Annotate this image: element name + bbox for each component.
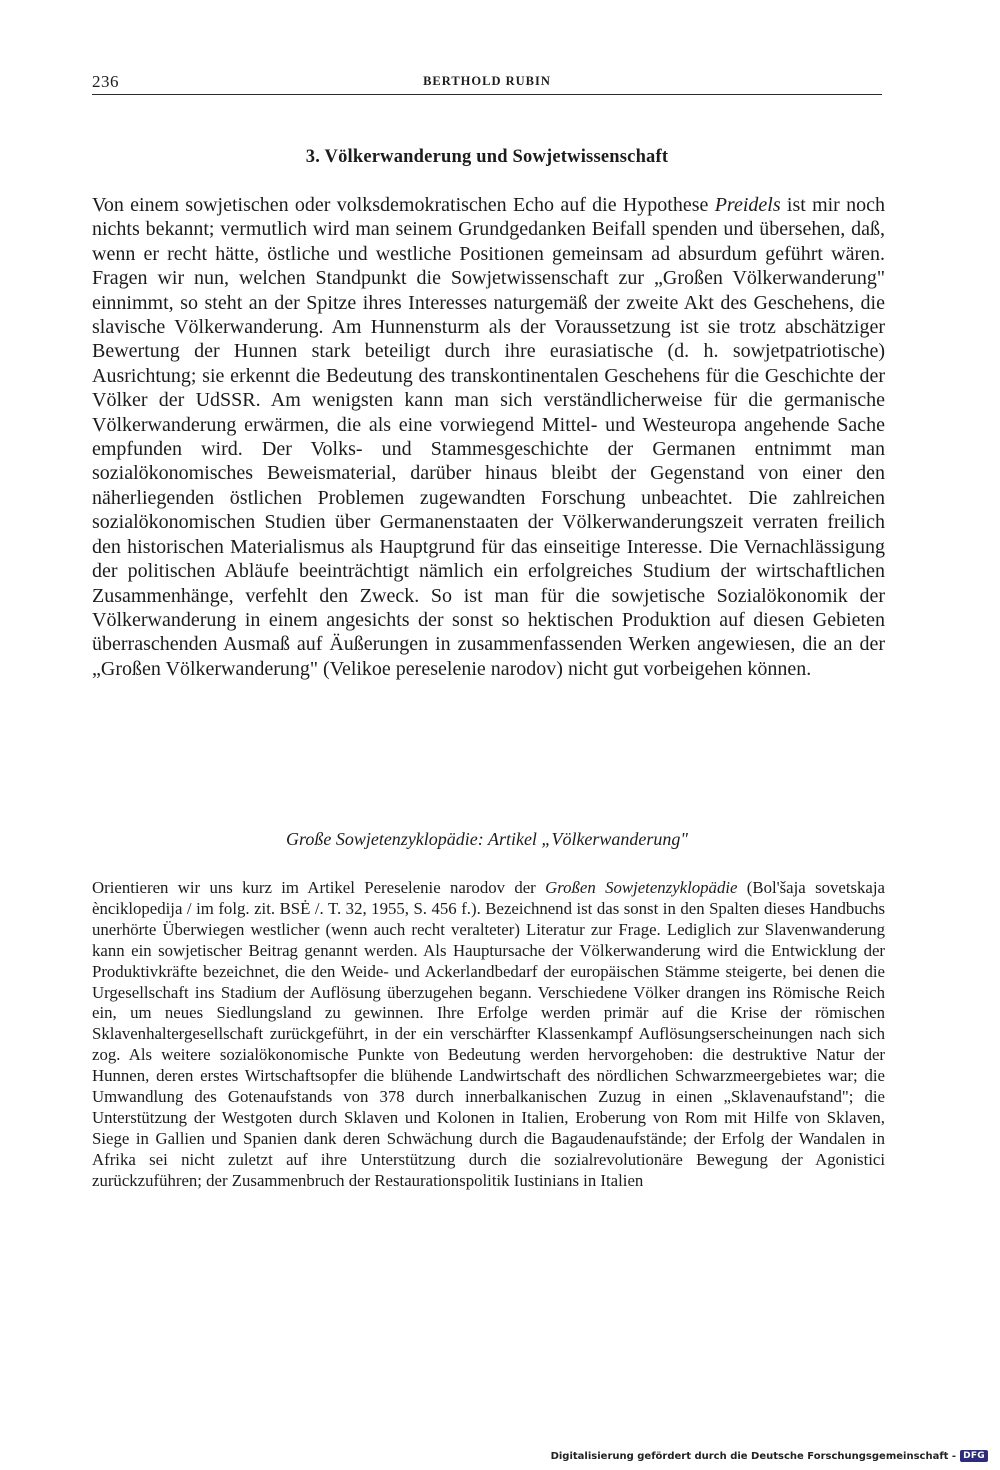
main-paragraph-text-2: ist mir noch nichts bekannt; vermutlich wird man seinem Grundgedanken Beifall spenden und übersehen, daß, wenn er recht hätte, östliche und westliche Positionen gemeinsam ad absurdum geführt wären. Fragen wir nun, welchen Standpunkt die Sowjetwissenschaft zur „Großen Völkerwanderung" einnimmt, so steht an der Spitze ihres Interesses naturgemäß der zweite Akt des Geschehens, die slavische Völkerwanderung. Am Hunnensturm als der Voraussetzung ist sie trotz abschätziger Bewertung der Hunnen stark beteiligt durch ihre eurasiatische (d. h. sowjetpatriotische) Ausrichtung; sie erkennt die Bedeutung des transkontinentalen Geschehens für die Geschichte der Völker der UdSSR. Am wenigsten kann man sich verständlicherweise für die germanische Völkerwanderung erwärmen, die als eine vorwiegend Mittel- und Westeuropa angehende Sache empfunden wird. Der Volks- und Stammesgeschichte der Germanen entnimmt man sozialökonomisches Beweismaterial, darüber hinaus bleibt der Gegenstand von einer den näherliegenden östlichen Problemen zugewandten Forschung unbeachtet. Die zahlreichen sozialökonomischen Studien über Germanenstaaten der Völkerwanderungszeit verraten freilich den historischen Materialismus als Hauptgrund für das einseitige Interesse. Die Vernachlässigung der politischen Abläufe beeinträchtigt nämlich ein erfolgreiches Studium der wirtschaftlichen Zusammenhänge, verfehlt den Zweck. So ist man für die sowjetische Sozialökonomik der Völkerwanderung in einem angesichts der sonst so hektischen Produktion auf diesen Gebieten überraschenden Ausmaß auf Äußerungen in zusammenfassenden Werken angewiesen, die an der „Großen Völkerwanderung" (Velikoe pereselenie narodov) nicht gut vorbeigehen können. [92,194,885,680]
running-author: BERTHOLD RUBIN [423,74,551,88]
footer-credit-text: Digitalisierung gefördert durch die Deutsche Forschungsgemeinschaft - [550,1450,957,1462]
main-paragraph [92,193,885,681]
subsection-paragraph-text-2: (Bol'šaja sovetskaja ènciklopedija / im folg. zit. BSĖ /. T. 32, 1955, S. 456 f.). Bezeichnend ist das sonst in den Spalten dieses Handbuchs unerhörte Überwiegen westlicher (wenn auch recht veralteter) Literatur zur Frage. Lediglich zur Slavenwanderung kann ein sowjetischer Beitrag genannt werden. Als Hauptursache der Völkerwanderung wird die Entwicklung der Produktivkräfte bezeichnet, die den Weide- und Ackerlandbedarf der europäischen Stämme steigerte, bei denen die Urgesellschaft ins Stadium der Auflösung überzugehen begann. Verschiedene Völker drangen ins Römische Reich ein, um neues Siedlungsland zu gewinnen. Ihre Erfolge werden primär auf die Krise der römischen Sklavenhaltergesellschaft zurückgeführt, in der ein verschärfter Klassenkampf Auflösungserscheinungen nach sich zog. Als weitere sozialökonomische Punkte von Bedeutung werden hervorgehoben: die destruktive Natur der Hunnen, deren erstes Wirtschaftsopfer die blühende Landwirtschaft des nördlichen Schwarzmeergebietes war; die Umwandlung des Gotenaufstands von 378 durch innerbalkanischen Zuzug in einen „Sklavenaufstand"; die Unterstützung der Westgoten durch Sklaven und Kolonen in Italien, Eroberung von Rom mit Hilfe von Sklaven, Siege in Gallien und Spanien dank deren Schwächung durch die Bagaudenaufstände; der Erfolg der Wandalen in Afrika sei nicht zuletzt auf ihre Unterstützung durch die sozialrevolutionäre Bewegung der Agonistici zurückzuführen; der Zusammenbruch der Restaurationspolitik Iustinians in Italien [92,878,885,1190]
section-heading: 3. Völkerwanderung und Sowjetwissenschaft [305,147,669,167]
dfg-logo-icon: DFG [960,1450,988,1462]
main-paragraph-emphasis: Preidels [714,194,781,216]
running-head [92,72,882,95]
subsection-heading: Große Sowjetenzyklopädie: Artikel „Völkerwanderung" [286,829,688,849]
subsection-paragraph-emphasis: Großen Sowjetenzyklopädie [545,878,738,897]
page-number: 236 [92,72,119,91]
main-paragraph-text-1: Von einem sowjetischen oder volksdemokratischen Echo auf die Hypothese [92,194,715,216]
subsection-paragraph [92,878,885,1192]
subsection-paragraph-text-1: Orientieren wir uns kurz im Artikel Pereselenie narodov der [92,878,546,897]
footer-credit [551,1450,988,1462]
